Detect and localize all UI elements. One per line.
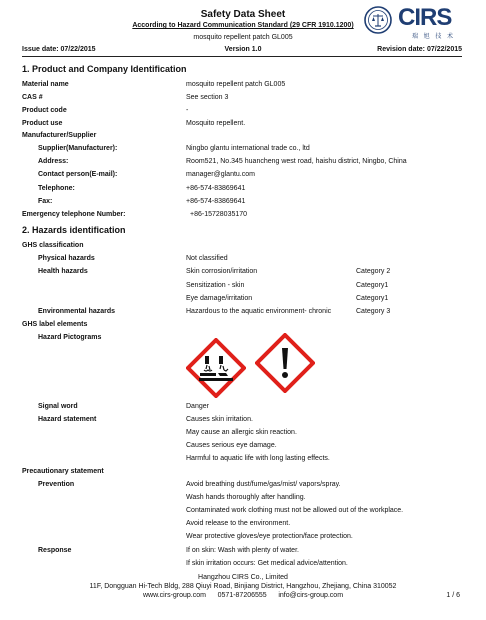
revision-date: Revision date: 07/22/2015 — [377, 46, 462, 53]
prevention-4: Avoid release to the environment. — [186, 520, 291, 527]
prevention-label: Prevention — [38, 481, 75, 488]
hazard-pictograms-label: Hazard Pictograms — [38, 334, 102, 341]
supplier-value: Ningbo glantu international trade co., ltd — [186, 145, 310, 152]
product-code-value: - — [186, 107, 189, 114]
footer-contact[interactable]: www.cirs-group.com 0571-87206555 info@cirs-group.com — [142, 592, 344, 599]
cirs-logo-subtext: 瑞 旭 技 术 — [412, 34, 456, 40]
material-name-value: mosquito repellent patch GL005 — [186, 81, 286, 88]
ghs-classification-label: GHS classification — [22, 242, 84, 249]
doc-title: Safety Data Sheet — [200, 9, 286, 20]
health-hazard-1: Skin corrosion/irritation — [186, 268, 258, 275]
signal-word-label: Signal word — [38, 403, 78, 410]
environmental-hazards-label: Environmental hazards — [38, 308, 116, 315]
prevention-1: Avoid breathing dust/fume/gas/mist/ vapors/spray. — [186, 481, 341, 488]
hazard-statement-3: Causes serious eye damage. — [186, 442, 277, 449]
precautionary-statement-label: Precautionary statement — [22, 468, 104, 475]
section-1-title: 1. Product and Company Identification — [22, 64, 187, 74]
doc-subtitle: According to Hazard Communication Standard (29 CFR 1910.1200) — [132, 22, 354, 29]
product-name: mosquito repellent patch GL005 — [193, 34, 293, 41]
health-category-3: Category1 — [356, 295, 389, 302]
contact-email-value[interactable]: manager@glantu.com — [186, 171, 255, 178]
physical-hazards-value: Not classified — [186, 255, 228, 262]
environmental-category: Category 3 — [356, 308, 391, 315]
health-hazards-label: Health hazards — [38, 268, 88, 275]
response-2: If skin irritation occurs: Get medical advice/attention. — [186, 560, 348, 567]
hazard-statement-1: Causes skin irritation. — [186, 416, 253, 423]
fax-label: Fax: — [38, 198, 53, 205]
environmental-hazards-value: Hazardous to the aquatic environment- chronic — [186, 308, 332, 315]
section-2-title: 2. Hazards identification — [22, 225, 126, 235]
emergency-phone-value: +86-15728035170 — [190, 211, 248, 218]
prevention-5: Wear protective gloves/eye protection/face protection. — [186, 533, 353, 540]
health-hazard-3: Eye damage/irritation — [186, 295, 253, 302]
supplier-label: Supplier(Manufacturer): — [38, 145, 118, 152]
health-category-2: Category1 — [356, 282, 389, 289]
page-number: 1 / 6 — [446, 592, 460, 599]
hazard-statement-label: Hazard statement — [38, 416, 97, 423]
hazard-statement-2: May cause an allergic skin reaction. — [186, 429, 297, 436]
corrosion-pictogram-icon — [186, 338, 246, 398]
product-use-label: Product use — [22, 120, 63, 127]
seal-logo-icon — [364, 6, 392, 34]
cas-value: See section 3 — [186, 94, 229, 101]
exclamation-pictogram-icon — [255, 333, 315, 393]
prevention-3: Contaminated work clothing must not be allowed out of the workplace. — [186, 507, 404, 514]
issue-date: Issue date: 07/22/2015 — [22, 46, 96, 53]
header-divider — [22, 56, 462, 57]
ghs-label-elements-label: GHS label elements — [22, 321, 88, 328]
physical-hazards-label: Physical hazards — [38, 255, 95, 262]
product-code-label: Product code — [22, 107, 67, 114]
address-value: Room521, No.345 huancheng west road, haishu district, Ningbo, China — [186, 158, 407, 165]
prevention-2: Wash hands thoroughly after handling. — [186, 494, 306, 501]
telephone-label: Telephone: — [38, 185, 75, 192]
address-label: Address: — [38, 158, 69, 165]
material-name-label: Material name — [22, 81, 69, 88]
fax-value: +86-574-83869641 — [186, 198, 246, 205]
version: Version 1.0 — [224, 46, 262, 53]
cas-label: CAS # — [22, 94, 43, 101]
emergency-phone-label: Emergency telephone Number: — [22, 211, 126, 218]
health-category-1: Category 2 — [356, 268, 391, 275]
manufacturer-supplier-label: Manufacturer/Supplier — [22, 132, 97, 139]
footer-company: Hangzhou CIRS Co., Limited — [198, 574, 288, 581]
hazard-statement-4: Harmful to aquatic life with long lasting effects. — [186, 455, 330, 462]
signal-word-value: Danger — [186, 403, 209, 410]
footer-address: 11F, Dongguan Hi-Tech Bldg, 288 Qiuyi Road, Binjiang District, Hangzhou, Zhejiang, China 310052 — [89, 583, 397, 590]
response-label: Response — [38, 547, 72, 554]
health-hazard-2: Sensitization - skin — [186, 282, 245, 289]
contact-person-label: Contact person(E-mail): — [38, 171, 118, 178]
response-1: If on skin: Wash with plenty of water. — [186, 547, 299, 554]
telephone-value: +86-574-83869641 — [186, 185, 246, 192]
product-use-value: Mosquito repellent. — [186, 120, 246, 127]
cirs-logo-text: CIRS — [398, 4, 452, 31]
